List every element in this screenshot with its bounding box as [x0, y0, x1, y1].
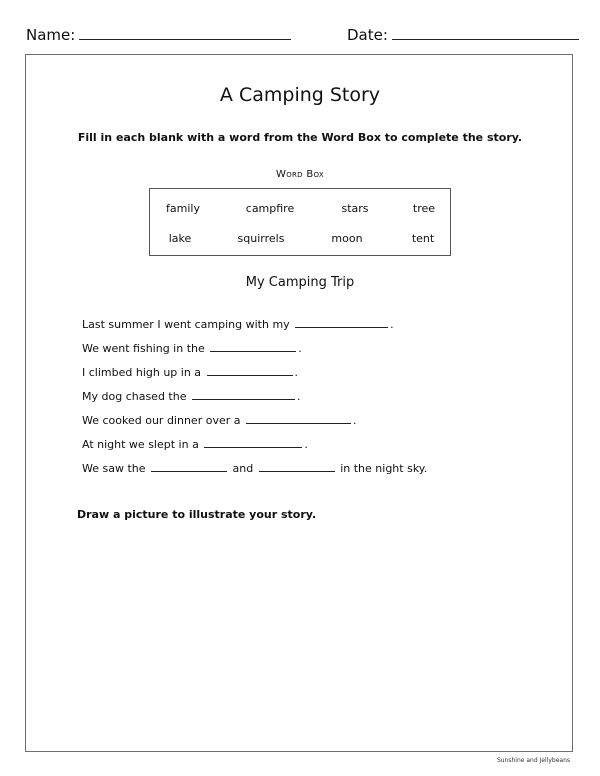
word-box-word: lake: [168, 232, 192, 245]
date-field[interactable]: [347, 25, 579, 44]
word-box-word: tent: [411, 232, 435, 245]
story-text: I climbed high up in a: [82, 366, 202, 379]
word-box-word: campfire: [245, 202, 295, 215]
answer-blank[interactable]: [295, 316, 388, 328]
name-label: Name:: [26, 26, 76, 44]
instruction-text: Fill in each blank with a word from the Word Box to complete the story.: [77, 131, 523, 144]
story-line: [82, 316, 394, 332]
name-blank[interactable]: [79, 25, 291, 40]
answer-blank[interactable]: [246, 412, 351, 424]
story-text: .: [304, 438, 308, 451]
date-label: Date:: [347, 26, 388, 44]
story-text: At night we slept in a: [82, 438, 199, 451]
story-line: [82, 412, 357, 428]
draw-prompt: Draw a picture to illustrate your story.: [77, 508, 317, 521]
story-line: [82, 460, 427, 476]
story-text: .: [294, 366, 299, 379]
answer-blank[interactable]: [259, 460, 335, 472]
story-line: [82, 364, 298, 380]
story-text: .: [298, 342, 302, 355]
name-field[interactable]: [26, 25, 291, 44]
story-text: We cooked our dinner over a: [82, 414, 241, 427]
story-text: My dog chased the: [82, 390, 187, 403]
story-title: My Camping Trip: [245, 275, 355, 290]
word-box-word: stars: [341, 202, 369, 215]
story-line: [82, 340, 302, 356]
date-blank[interactable]: [392, 25, 579, 40]
answer-blank[interactable]: [192, 388, 295, 400]
word-box-word: tree: [412, 202, 436, 215]
story-text: .: [390, 318, 394, 331]
story-line: [82, 388, 300, 404]
story-text: .: [353, 414, 357, 427]
page-title: A Camping Story: [219, 84, 381, 106]
story-text: in the night sky.: [340, 462, 428, 475]
story-text: and: [232, 462, 254, 475]
story-line: [82, 436, 308, 452]
word-box-word: family: [166, 202, 200, 215]
word-box-heading: Word Box: [276, 169, 324, 180]
answer-blank[interactable]: [210, 340, 296, 352]
story-text: We went fishing in the: [82, 342, 205, 355]
story-text: Last summer I went camping with my: [82, 318, 290, 331]
answer-blank[interactable]: [151, 460, 227, 472]
story-text: .: [296, 390, 301, 403]
word-box-word: squirrels: [237, 232, 285, 245]
credit-text: Sunshine and Jellybeans: [496, 757, 570, 764]
answer-blank[interactable]: [204, 436, 302, 448]
story-text: We saw the: [82, 462, 146, 475]
word-box-word: moon: [331, 232, 363, 245]
word-box: [149, 188, 451, 256]
answer-blank[interactable]: [207, 364, 293, 376]
